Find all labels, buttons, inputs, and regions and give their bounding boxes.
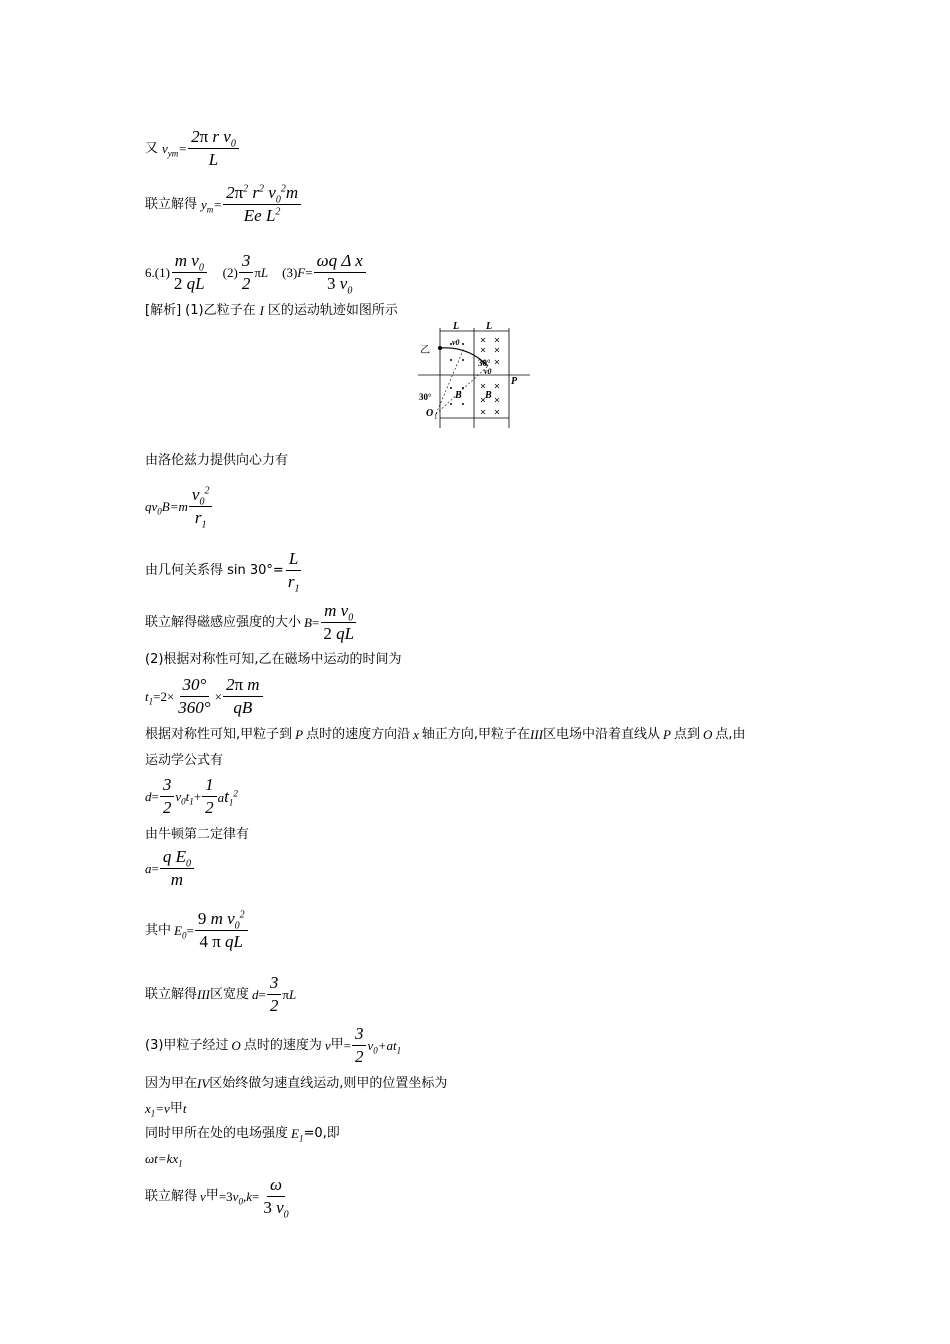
label-angle-30-bottom: 30°	[419, 392, 432, 402]
eq-final: 联立解得 v 甲 =3 $v_0,k$ = $\frac{\omega}{3 v_0}$	[145, 1176, 293, 1217]
fraction-2pirv0-over-L: $\frac{2\pi r v_0}{L}$	[188, 128, 239, 169]
roman-I: I	[259, 303, 264, 318]
eq-lorentz-left: $qv_0B=m$	[145, 498, 188, 517]
eq-lorentz	[145, 485, 213, 531]
var-d: d	[145, 788, 152, 804]
uniform-b: 区始终做匀速直线运动,则甲的位置坐标为	[209, 1076, 448, 1091]
eq-vym	[145, 128, 240, 169]
newton-text: 由牛顿第二定律有	[145, 827, 250, 842]
label-L1: L	[453, 321, 460, 332]
text-kinematics	[145, 754, 223, 767]
text-6-1: 6.(1)	[145, 264, 170, 280]
var-ym: $y_m=$	[201, 196, 223, 215]
sym-e: 点到	[674, 727, 701, 742]
text-you: 又	[145, 140, 159, 156]
var-E1: $E_1$	[291, 1126, 304, 1144]
solve-d-text: 联立解得	[145, 986, 198, 1002]
kinematics-text: 运动学公式有	[145, 753, 224, 768]
eq-a: a = $\frac{q E_0}{m}$	[145, 848, 195, 889]
uniform-a: 因为甲在	[145, 1076, 198, 1091]
fraction-mv0-over-2qL: $\frac{m v_0}{2 qL}$	[171, 252, 208, 293]
text-piL-b: πL	[282, 986, 297, 1002]
sym-a: 根据对称性可知,甲粒子到	[145, 727, 293, 742]
fraction-B: $\frac{m v_0}{2 qL}$	[320, 602, 357, 643]
label-B-right: B	[485, 390, 492, 401]
label-L2: L	[486, 321, 493, 332]
var-d2: d	[252, 986, 259, 1002]
label-v0-b: v0	[484, 367, 492, 376]
label-v0: v0	[452, 338, 460, 347]
eq-x1: $x_1=v$ 甲 t	[145, 1100, 187, 1119]
lorentz-text: 由洛伦兹力提供向心力有	[145, 453, 289, 468]
fraction-F: $\frac{\text{ωq Δ x}}{3 v_0}$	[314, 252, 366, 293]
var-P: P	[295, 727, 304, 742]
var-omegat: $\omega t=kx_1$	[145, 1151, 183, 1169]
var-vjia2: v	[200, 1188, 206, 1204]
label-B-left: B	[455, 390, 462, 401]
fraction-1-over-2: $\frac{1}{2}$	[202, 776, 217, 817]
roman-IV: IV	[197, 1076, 210, 1091]
fraction-E0: $\frac{9 m v_0^2}{\text{4 π qL}}$	[195, 910, 248, 951]
text-6-3: (3)	[282, 264, 298, 280]
var-vjia: v	[324, 1037, 331, 1053]
var-O: O	[703, 727, 713, 742]
roman-III: III	[530, 727, 544, 742]
text-field-zero	[145, 1126, 340, 1144]
analysis-text: (1)乙粒子在	[185, 303, 256, 318]
roman-III-b: III	[197, 986, 211, 1002]
var-P2: P	[663, 727, 671, 742]
label-yi: 乙	[420, 345, 430, 356]
sym-b: 点时的速度方向沿	[306, 727, 411, 742]
fraction-3-over-2: $\frac{3}{2}$	[239, 252, 254, 293]
fraction-30-over-360: $\frac{30^\circ}{360^\circ}$	[178, 675, 211, 717]
text-6-2: (2)	[222, 264, 238, 280]
fraction-qE0-over-m: $\frac{q E_0}{m}$	[160, 848, 194, 889]
text-symmetry	[145, 728, 746, 741]
part3-text: (3)甲粒子经过	[145, 1037, 229, 1053]
analysis-text-2: 区的运动轨迹如图所示	[267, 303, 398, 318]
eq-d: d = $\frac{3}{2}$ $v_0t_1$ + $\frac{1}{2}$ $at_1^2$	[145, 775, 238, 817]
fraction-L-over-r1: $\frac{L}{r_1}$	[287, 549, 300, 595]
label-angle-30-top: 30°	[478, 358, 491, 368]
fraction-3-over-2-c: $\frac{3}{2}$	[267, 974, 282, 1015]
text-piL: πL	[254, 264, 269, 280]
text-newton	[145, 828, 249, 841]
solve-final-text: 联立解得	[145, 1188, 198, 1204]
var-O2: O	[231, 1037, 241, 1053]
text-lorentz	[145, 454, 288, 467]
var-x1: $x_1=v$	[145, 1101, 170, 1119]
fraction-3-over-2-d: $\frac{3}{2}$	[352, 1025, 367, 1066]
text-uniform	[145, 1077, 447, 1090]
field-zero-text: 同时甲所在处的电场强度	[145, 1126, 289, 1141]
var-a: a	[145, 860, 152, 876]
eq-t1: $t_1$ =2× $\frac{30^\circ}{360^\circ}$ × $\frac{\text{2π m}}{qB}$	[145, 676, 264, 717]
var-F: F	[297, 264, 306, 280]
var-B: B	[304, 614, 312, 630]
answer-6: 6.(1) $\frac{m v_0}{2 qL}$ (2) $\frac{3}{2}$ πL (3) F = $\frac{\text{ωq Δ x}}{3 v_0}$	[145, 252, 367, 293]
part2-text: (2)根据对称性可知,乙在磁场中运动的时间为	[145, 652, 402, 667]
eq-ym	[145, 184, 302, 225]
var-v0t1: $v_0t_1$	[175, 788, 194, 807]
var-at1sq: $at_1^2$	[217, 786, 238, 808]
field-zero2-text: =0,即	[303, 1126, 340, 1141]
analysis-label: [解析]	[145, 303, 182, 318]
solve-d2-text: 区宽度	[210, 986, 250, 1002]
eq-B: 联立解得磁感应强度的大小 B = $\frac{m v_0}{2 qL}$	[145, 602, 358, 643]
analysis-intro	[145, 304, 398, 317]
eq-geometry	[145, 549, 303, 595]
var-vym: $v_{ym}=$	[162, 140, 188, 159]
trajectory-diagram	[418, 318, 533, 430]
fraction-2pim-over-qB: $\frac{\text{2π m}}{qB}$	[223, 676, 263, 717]
where-text: 其中	[145, 922, 172, 938]
var-v0-at1: $v_0+at_1$	[367, 1037, 402, 1056]
label-O1: O	[426, 408, 434, 419]
eq-d-result: 联立解得 III 区宽度 d = $\frac{3}{2}$ πL	[145, 973, 297, 1015]
text-solve-ym: 联立解得	[145, 196, 198, 212]
text-part2	[145, 653, 402, 666]
solve-B-text: 联立解得磁感应强度的大小	[145, 614, 302, 630]
part3b-text: 点时的速度为	[243, 1037, 322, 1053]
fraction-omega-over-3v0: $\frac{\omega}{3 v_0}$	[263, 1175, 289, 1221]
geometry-text: 由几何关系得 sin 30°=	[145, 562, 284, 578]
sym-d: 区电场中沿着直线从	[543, 727, 661, 742]
eq-v-jia: (3)甲粒子经过 O 点时的速度为 v 甲 = $\frac{3}{2}$ $v_0+at_1$	[145, 1024, 402, 1066]
var-x: x	[413, 727, 419, 742]
sym-c: 轴正方向,甲粒子在	[421, 727, 531, 742]
fraction-v0sq-over-r1: $\frac{v_0^2}{r_1}$	[189, 486, 213, 527]
var-E0: $E_0$	[174, 922, 187, 941]
eq-omega-t	[145, 1151, 183, 1169]
sym-f: 点,由	[715, 727, 746, 742]
var-t1: $t_1$	[145, 688, 154, 707]
label-O1-sub: 1	[434, 413, 438, 421]
label-P: P	[511, 376, 518, 387]
eq-E0: 其中 $E_0$ = $\frac{9 m v_0^2}{\text{4 π qL}}$	[145, 910, 249, 951]
fraction-3-over-2-b: $\frac{3}{2}$	[160, 776, 175, 817]
fraction-ym: $\frac{2\pi^2 r^2 v_0^2m}{Ee L^2}$	[223, 184, 301, 225]
